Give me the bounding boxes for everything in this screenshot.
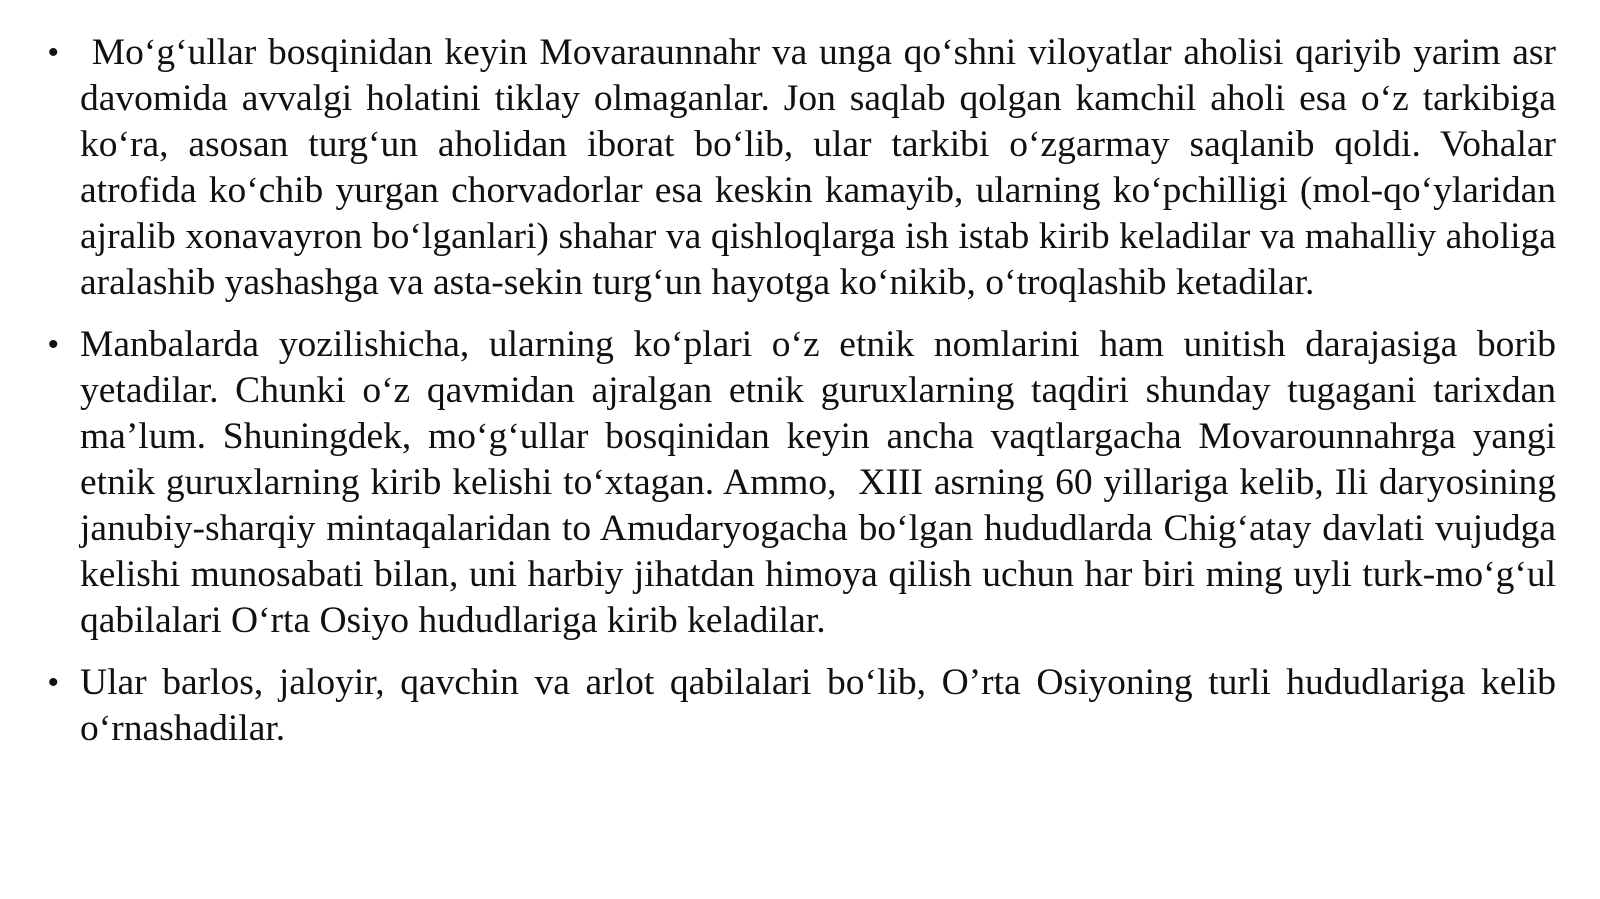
bullet-list	[48, 30, 1566, 768]
paragraph-text: Ular barlos, jaloyir, qavchin va arlot qabilalari bo‘lib, O’rta Osiyoning turli hududlariga kelib o‘rnashadilar.	[80, 662, 1566, 749]
bullet-item-3	[48, 660, 1566, 752]
paragraph-text: Mo‘g‘ullar bosqinidan keyin Movaraunnahr va unga qo‘shni viloyatlar aholisi qariyib yarim asr davomida avvalgi holatini tiklay olmaganlar. Jon saqlab qolgan kamchil aholi esa o‘z tarkibiga ko‘ra, asosan turg‘un aholidan iborat bo‘lib, ular tarkibi o‘zgarmay saqlanib qoldi. Vohalar atrofida ko‘chib yurgan chorvadorlar esa keskin kamayib, ularning ko‘pchilligi (mol-qo‘ylaridan ajralib xonavayron bo‘lganlari) shahar va qishloqlarga ish istab kirib keladilar va mahalliy aholiga aralashib yashashga va asta-sekin turg‘un hayotga ko‘nikib, o‘troqlashib ketadilar.	[80, 32, 1566, 303]
bullet-dot-icon: •	[48, 36, 59, 69]
bullet-dot-icon: •	[48, 328, 59, 361]
bullet-item-1	[48, 30, 1566, 306]
paragraph-text: Manbalarda yozilishicha, ularning ko‘plari o‘z etnik nomlarini ham unitish darajasiga borib yetadilar. Chunki o‘z qavmidan ajralgan etnik guruxlarning taqdiri shunday tugagani tarixdan ma’lum. Shuningdek, mo‘g‘ullar bosqinidan keyin ancha vaqtlargacha Movarounnahrga yangi etnik guruxlarning kirib kelishi to‘xtagan. Ammo, XIII asrning 60 yillariga kelib, Ili daryosining janubiy-sharqiy mintaqalaridan to Amudaryogacha bo‘lgan hududlarda Chig‘atay davlati vujudga kelishi munosabati bilan, uni harbiy jihatdan himoya qilish uchun har biri ming uyli turk-mo‘g‘ul qabilalari O‘rta Osiyo hududlariga kirib keladilar.	[80, 324, 1566, 641]
bullet-item-2	[48, 322, 1566, 644]
bullet-dot-icon: •	[48, 666, 59, 699]
